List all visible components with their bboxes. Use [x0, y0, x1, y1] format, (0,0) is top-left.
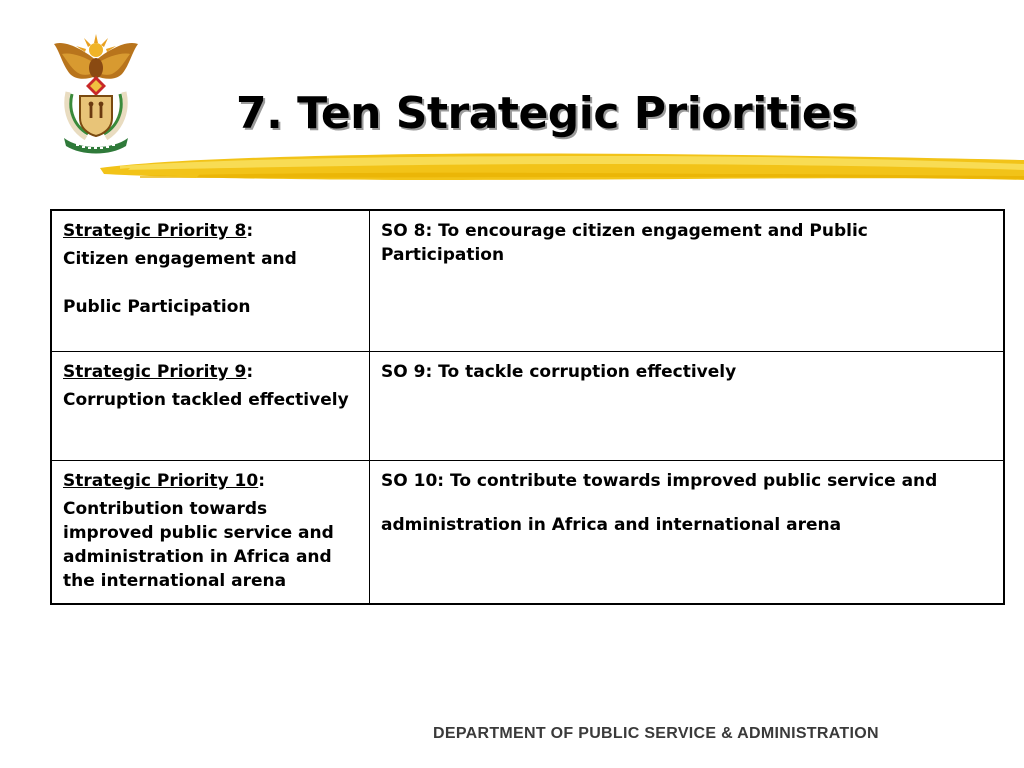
table-row — [51, 210, 1004, 352]
objective-text: SO 9: To tackle corruption effectively — [381, 362, 737, 382]
priority-cell — [51, 461, 370, 605]
objective-text: SO 10: To contribute towards improved public service and — [381, 471, 938, 491]
priorities-table-wrapper — [50, 209, 1005, 605]
objective-cell — [370, 352, 1005, 461]
table-row — [51, 461, 1004, 605]
objective-cell — [370, 210, 1005, 352]
objective-text: SO 8: To encourage citizen engagement and Public Participation — [381, 221, 868, 265]
footer-department: DEPARTMENT OF PUBLIC SERVICE & ADMINISTRATION — [433, 725, 879, 742]
priority-cell — [51, 210, 370, 352]
priority-heading: Strategic Priority 8: — [63, 221, 254, 241]
brush-stroke-icon — [100, 146, 1024, 190]
priority-name: Contribution towards improved public service and administration in Africa and the international arena — [63, 499, 334, 591]
objective-cell — [370, 461, 1005, 605]
priority-heading: Strategic Priority 9: — [63, 362, 254, 382]
priority-name-continued: Public Participation — [63, 297, 251, 317]
priorities-table — [50, 209, 1005, 605]
priority-name: Citizen engagement and — [63, 249, 297, 269]
priority-name: Corruption tackled effectively — [63, 390, 349, 410]
priority-label: Strategic Priority 9 — [63, 362, 247, 382]
priority-cell — [51, 352, 370, 461]
objective-text-continued: administration in Africa and international arena — [381, 515, 842, 535]
priority-label: Strategic Priority 8 — [63, 221, 247, 241]
table-row — [51, 352, 1004, 461]
page-title: 7. Ten Strategic Priorities — [236, 88, 857, 139]
priority-heading: Strategic Priority 10: — [63, 471, 266, 491]
priority-label: Strategic Priority 10 — [63, 471, 259, 491]
coat-of-arms-icon — [46, 30, 146, 155]
